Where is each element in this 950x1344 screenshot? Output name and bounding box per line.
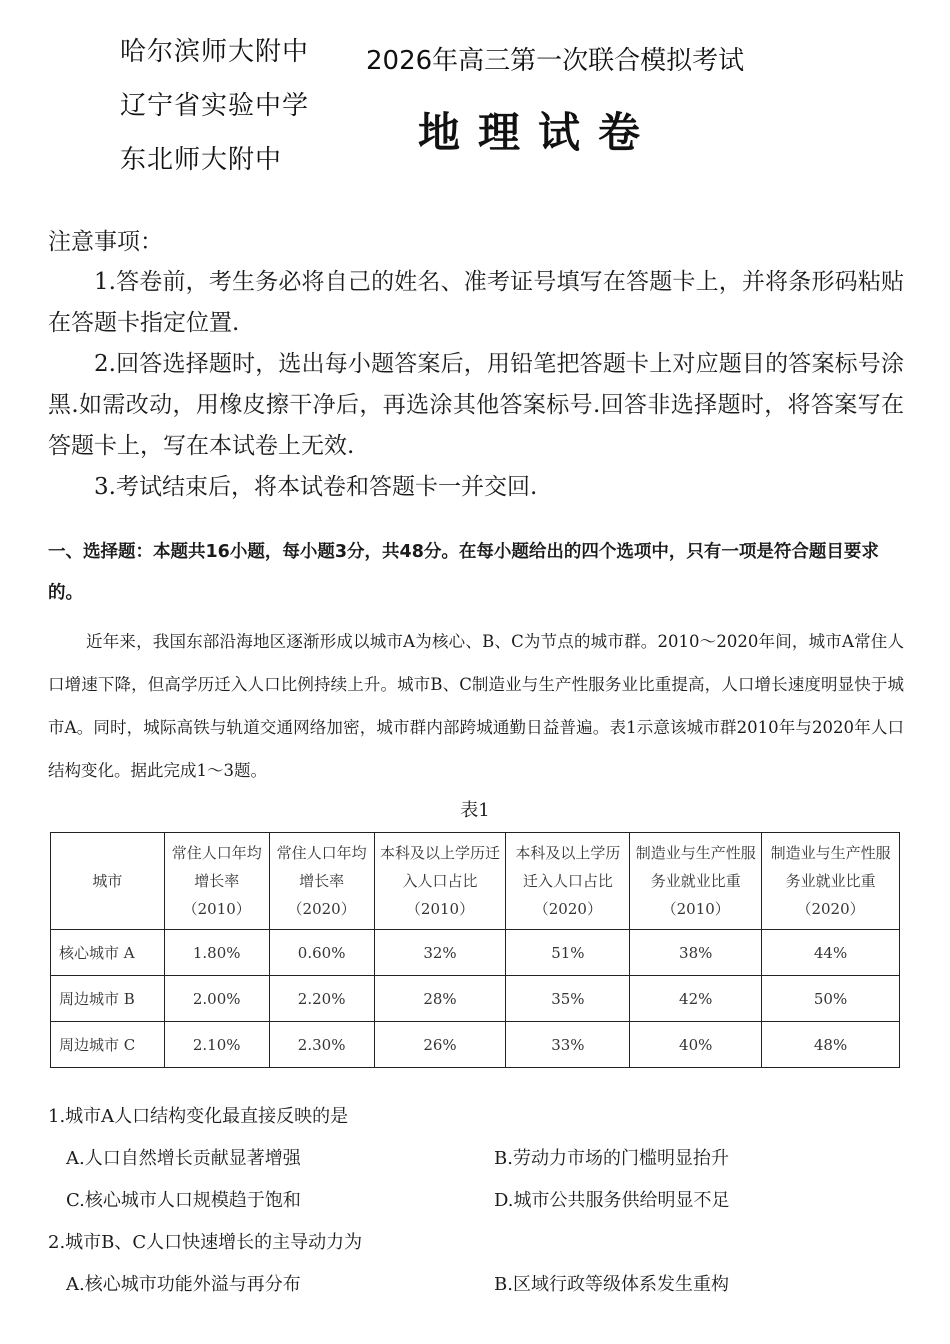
table-header-cell: 常住人口年均增长率（2020） — [269, 833, 374, 930]
table-cell: 44% — [762, 930, 900, 976]
table-cell: 2.30% — [269, 1022, 374, 1068]
table-cell: 28% — [374, 976, 506, 1022]
table-cell: 48% — [762, 1022, 900, 1068]
school-name: 东北师大附中 — [120, 145, 283, 175]
table-row — [51, 1022, 900, 1068]
table-row — [51, 976, 900, 1022]
table-header-cell: 制造业与生产性服务业就业比重（2010） — [630, 833, 762, 930]
option-b: B.区域行政等级体系发生重构 — [494, 1274, 729, 1295]
table-header-row — [51, 833, 900, 930]
notice-item: 2.回答选择题时，选出每小题答案后，用铅笔把答题卡上对应题目的答案标号涂黑.如需改动，用橡皮擦干净后，再选涂其他答案标号.回答非选择题时，将答案写在答题卡上，写在本试卷上无效. — [48, 351, 904, 459]
notice-block — [48, 222, 904, 508]
table-cell: 50% — [762, 976, 900, 1022]
table-cell: 26% — [374, 1022, 506, 1068]
table-cell: 35% — [506, 976, 630, 1022]
table-header-cell: 制造业与生产性服务业就业比重（2020） — [762, 833, 900, 930]
question-stem: 2.城市B、C人口快速增长的主导动力为 — [48, 1232, 363, 1253]
reading-passage: 近年来，我国东部沿海地区逐渐形成以城市A为核心、B、C为节点的城市群。2010～2020年间，城市A常住人口增速下降，但高学历迁入人口比例持续上升。城市B、C制造业与生产性服务业比重提高，人口增长速度明显快于城市A。同时，城际高铁与轨道交通网络加密，城市群内部跨城通勤日益普遍。表1示意该城市群2010年与2020年人口结构变化。据此完成1～3题。 — [48, 632, 904, 780]
school-list — [120, 38, 360, 200]
table-cell: 40% — [630, 1022, 762, 1068]
option-row — [48, 1138, 904, 1180]
option-c: C.核心城市人口规模趋于饱和 — [66, 1190, 301, 1211]
table-caption: 表1 — [460, 800, 490, 821]
option-row — [48, 1264, 904, 1295]
table-header-cell: 本科及以上学历迁入人口占比（2020） — [506, 833, 630, 930]
option-a: A.人口自然增长贡献显著增强 — [66, 1148, 301, 1169]
table-cell: 51% — [506, 930, 630, 976]
table-cell: 32% — [374, 930, 506, 976]
table-header-cell: 本科及以上学历迁入人口占比（2010） — [374, 833, 506, 930]
table-cell: 42% — [630, 976, 762, 1022]
option-b: B.劳动力市场的门槛明显抬升 — [494, 1148, 729, 1169]
table-cell: 1.80% — [164, 930, 269, 976]
subject-title: 地理试卷 — [418, 108, 659, 157]
notice-heading: 注意事项： — [48, 229, 163, 255]
question-stem: 1.城市A人口结构变化最直接反映的是 — [48, 1106, 349, 1127]
table-header-cell: 常住人口年均增长率（2010） — [164, 833, 269, 930]
notice-item: 3.考试结束后，将本试卷和答题卡一并交回. — [94, 474, 538, 500]
table-cell: 0.60% — [269, 930, 374, 976]
table-cell: 2.20% — [269, 976, 374, 1022]
table-row — [51, 930, 900, 976]
exam-title: 2026年高三第一次联合模拟考试 — [366, 46, 745, 76]
table-header-cell: 城市 — [51, 833, 165, 930]
table-cell-city: 周边城市 C — [51, 1022, 165, 1068]
school-name: 哈尔滨师大附中 — [120, 37, 310, 67]
population-table — [50, 832, 900, 1068]
question-list — [48, 1096, 904, 1295]
option-row — [48, 1180, 904, 1222]
option-a: A.核心城市功能外溢与再分布 — [66, 1274, 301, 1295]
table-cell: 2.10% — [164, 1022, 269, 1068]
option-d: D.城市公共服务供给明显不足 — [494, 1190, 730, 1211]
table-cell: 2.00% — [164, 976, 269, 1022]
table-cell-city: 周边城市 B — [51, 976, 165, 1022]
notice-item: 1.答卷前，考生务必将自己的姓名、准考证号填写在答题卡上，并将条形码粘贴在答题卡指定位置. — [48, 269, 904, 336]
school-name: 辽宁省实验中学 — [120, 91, 310, 121]
table-cell: 38% — [630, 930, 762, 976]
section-heading: 一、选择题：本题共16小题，每小题3分，共48分。在每小题给出的四个选项中，只有一项是符合题目要求的。 — [48, 542, 879, 603]
table-cell: 33% — [506, 1022, 630, 1068]
table-cell-city: 核心城市 A — [51, 930, 165, 976]
